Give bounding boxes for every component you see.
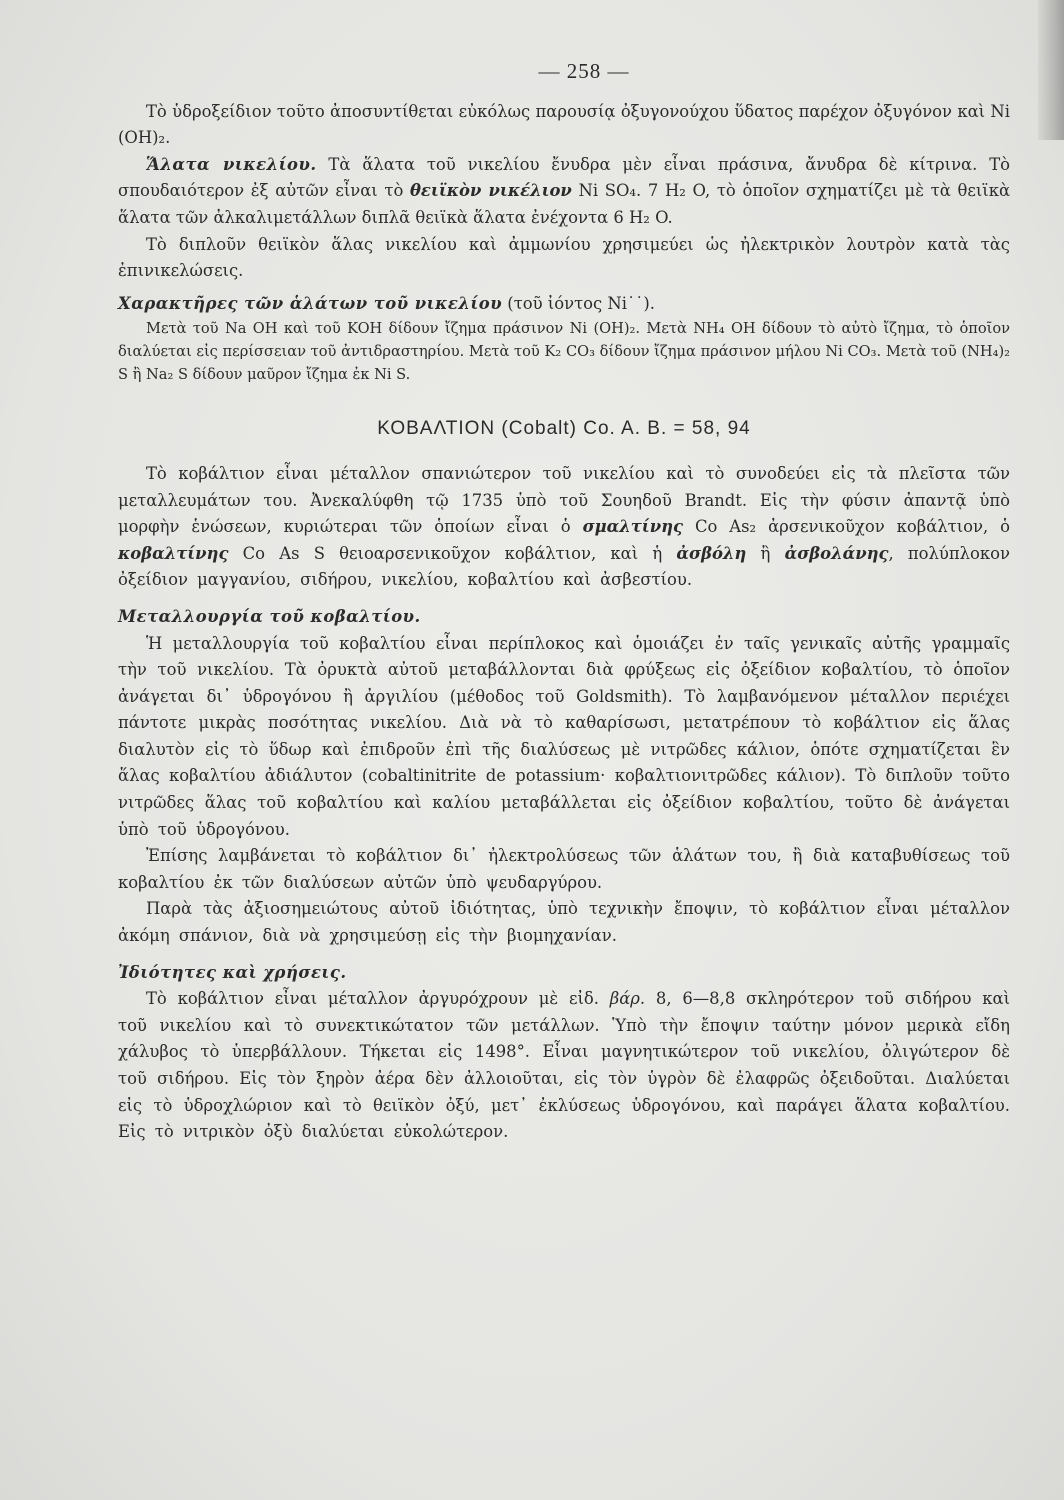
paragraph-characteristics: Μετὰ τοῦ Na OH καὶ τοῦ KOH δίδουν ἴζημα πράσινον Ni (OH)₂. Μετὰ NH₄ OH δίδουν τὸ αὐτὸ ἴζημα, τὸ ὁποῖον διαλύεται εἰς περίσσειαν τοῦ ἀντιδραστηρίου. Μετὰ τοῦ K₂ CO₃ δίδουν ἴζημα πράσινον μήλου Ni CO₃. Μετὰ τοῦ (NH₄)₂ S ἢ Na₂ S δίδουν μαῦρον ἴζημα ἐκ Ni S.: [118, 320, 1010, 384]
term-specific-weight: βάρ.: [609, 989, 646, 1009]
term-cobaltite: κοβαλτίνης: [118, 543, 229, 563]
paragraph-metallurgy-heading: [118, 604, 1010, 631]
page-content: [118, 58, 1010, 1146]
term-asbolite: ἀσβόλη: [676, 543, 747, 563]
paragraph-double-sulfate: Τὸ διπλοῦν θειϊκὸν ἅλας νικελίου καὶ ἀμμωνίου χρησιμεύει ὡς ἠλεκτρικὸν λουτρὸν κατὰ τὰς ἐπινικελώσεις.: [118, 234, 1010, 281]
paragraph-metallurgy-3: Παρὰ τὰς ἀξιοσημειώτους αὐτοῦ ἰδιότητας, ὑπὸ τεχνικὴν ἔποψιν, τὸ κοβάλτιον εἶναι μέταλλον ἀκόμη σπάνιον, διὰ νὰ χρησιμεύσῃ εἰς τὴν βιομηχανίαν.: [118, 899, 1010, 946]
paragraph-hydroxide: Τὸ ὑδροξείδιον τοῦτο ἀποσυντίθεται εὐκόλως παρουσίᾳ ὀξυγονούχου ὕδατος παρέχον ὀξυγόνον καὶ Ni (OH)₂.: [118, 101, 1010, 148]
paragraph-nickel-salts: [118, 152, 1010, 232]
intro-text-c: Co As S θειοαρσενικοῦχον κοβάλτιον, καὶ ἡ: [228, 543, 677, 563]
salts-text-1: Τὰ ἅλατα τοῦ νικελίου ἔνυδρα μὲν εἶναι πράσινα, ἄνυδρα δὲ κίτρινα. Τὸ σπουδαιότερον ἐξ αὐτῶν εἶναι τὸ: [118, 154, 1011, 201]
properties-text-a: Τὸ κοβάλτιον εἶναι μέταλλον ἀργυρόχρουν μὲ εἰδ.: [146, 989, 610, 1009]
intro-text-b: Co As₂ ἀρσενικοῦχον κοβάλτιον, ὁ: [683, 517, 1011, 537]
intro-text-d: ἢ: [746, 543, 785, 563]
heading-nickel-salts: Ἅλατα νικελίου.: [146, 154, 317, 174]
paragraph-cobalt-intro: [118, 461, 1010, 594]
characteristics-ion: (τοῦ ἰόντος Ni˙˙).: [502, 293, 655, 313]
page-edge-shadow: [1038, 0, 1064, 140]
paragraph-properties: [118, 986, 1010, 1146]
properties-text-b: 8, 6—8,8 σκληρότερον τοῦ σιδήρου καὶ τοῦ νικελίου καὶ τὸ συνεκτικώτατον τῶν μετάλλων. Ὑπὸ τὴν ἔποψιν ταύτην μόνον μερικὰ εἴδη χάλυβος τὸ ὑπερβάλλουν. Τήκεται εἰς 1498°. Εἶναι μαγνητικώτερον τοῦ νικελίου, ὀλιγώτερον δὲ τοῦ σιδήρου. Εἰς τὸν ξηρὸν ἀέρα δὲν ἀλλοιοῦται, εἰς τὸν ὑγρὸν δὲ ἐλαφρῶς ὀξειδοῦται. Διαλύεται εἰς τὸ ὑδροχλώριον καὶ τὸ θειϊκὸν ὀξύ, μετ᾽ ἐκλύσεως ὑδρογόνου, καὶ παράγει ἅλατα κοβαλτίου. Εἰς τὸ νιτρικὸν ὀξὺ διαλύεται εὐκολώτερον.: [118, 989, 1010, 1142]
paragraph-properties-heading: [118, 960, 1010, 987]
term-asbolane: ἀσβολάνης: [784, 543, 889, 563]
paragraph-characteristics-heading: [118, 291, 1010, 318]
page-number: — 258 —: [538, 59, 630, 83]
term-smaltite: σμαλτίνης: [582, 517, 684, 537]
heading-metallurgy: Μεταλλουργία τοῦ κοβαλτίου.: [118, 606, 421, 626]
heading-characteristics: Χαρακτῆρες τῶν ἁλάτων τοῦ νικελίου: [118, 293, 503, 313]
intro-text-e: , πολύπλοκον ὀξείδιον μαγγανίου, σιδήρου, νικελίου, κοβαλτίου καὶ ἀσβεστίου.: [118, 543, 1010, 590]
term-nickel-sulfate: θειϊκὸν νικέλιον: [410, 181, 572, 201]
heading-properties: Ἰδιότητες καὶ χρήσεις.: [118, 962, 347, 982]
salts-text-2: Ni SO₄. 7 H₂ O, τὸ ὁποῖον σχηματίζει μὲ τὰ θειϊκὰ ἅλατα τῶν ἀλκαλιμετάλλων διπλᾶ θειϊκὰ ἅλατα ἐνέχοντα 6 H₂ O.: [118, 181, 1011, 227]
section-title-cobalt: ΚΟΒΑΛΤΙΟΝ (Cobalt) Co. A. B. = 58, 94: [377, 418, 751, 440]
intro-text-a: Τὸ κοβάλτιον εἶναι μέταλλον σπανιώτερον τοῦ νικελίου καὶ τὸ συνοδεύει εἰς τὰ πλεῖστα τῶν μεταλλευμάτων του. Ἀνεκαλύφθη τῷ 1735 ὑπὸ τοῦ Σουηδοῦ Brandt. Εἰς τὴν φύσιν ἀπαντᾷ ὑπὸ μορφὴν ἑνώσεων, κυριώτεραι τῶν ὁποίων εἶναι ὁ: [118, 463, 1010, 537]
paragraph-metallurgy-1: Ἡ μεταλλουργία τοῦ κοβαλτίου εἶναι περίπλοκος καὶ ὁμοιάζει ἐν ταῖς γενικαῖς αὐτῆς γραμμαῖς τὴν τοῦ νικελίου. Τὰ ὀρυκτὰ αὐτοῦ μεταβάλλονται διὰ φρύξεως εἰς ὀξείδιον κοβαλτίου, τὸ ὁποῖον ἀνάγεται δι᾽ ὑδρογόνου ἢ ἀργιλίου (μέθοδος τοῦ Goldsmith). Τὸ λαμβανόμενον μέταλλον περιέχει πάντοτε μικρὰς ποσότητας νικελίου. Διὰ νὰ τὸ καθαρίσωσι, μετατρέπουν τὸ κοβάλτιον εἰς ἅλας διαλυτὸν εἰς τὸ ὕδωρ καὶ ἐπιδροῦν ἐπὶ τῆς διαλύσεως μὲ νιτρῶδες κάλιον, ὁπότε σχηματίζεται ἓν ἅλας κοβαλτίου ἀδιάλυτον (cobaltinitrite de potassium· κοβαλτιονιτρῶδες κάλιον). Τὸ διπλοῦν τοῦτο νιτρῶδες ἅλας τοῦ κοβαλτίου καὶ καλίου μεταβάλλεται εἰς ὀξείδιον κοβαλτίου, τοῦτο δὲ ἀνάγεται ὑπὸ τοῦ ὑδρογόνου.: [118, 633, 1010, 839]
paragraph-metallurgy-2: Ἐπίσης λαμβάνεται τὸ κοβάλτιον δι᾽ ἠλεκτρολύσεως τῶν ἁλάτων του, ἢ διὰ καταβυθίσεως τοῦ κοβαλτίου ἐκ τῶν διαλύσεων αὐτῶν ὑπὸ ψευδαργύρου.: [118, 846, 1010, 892]
